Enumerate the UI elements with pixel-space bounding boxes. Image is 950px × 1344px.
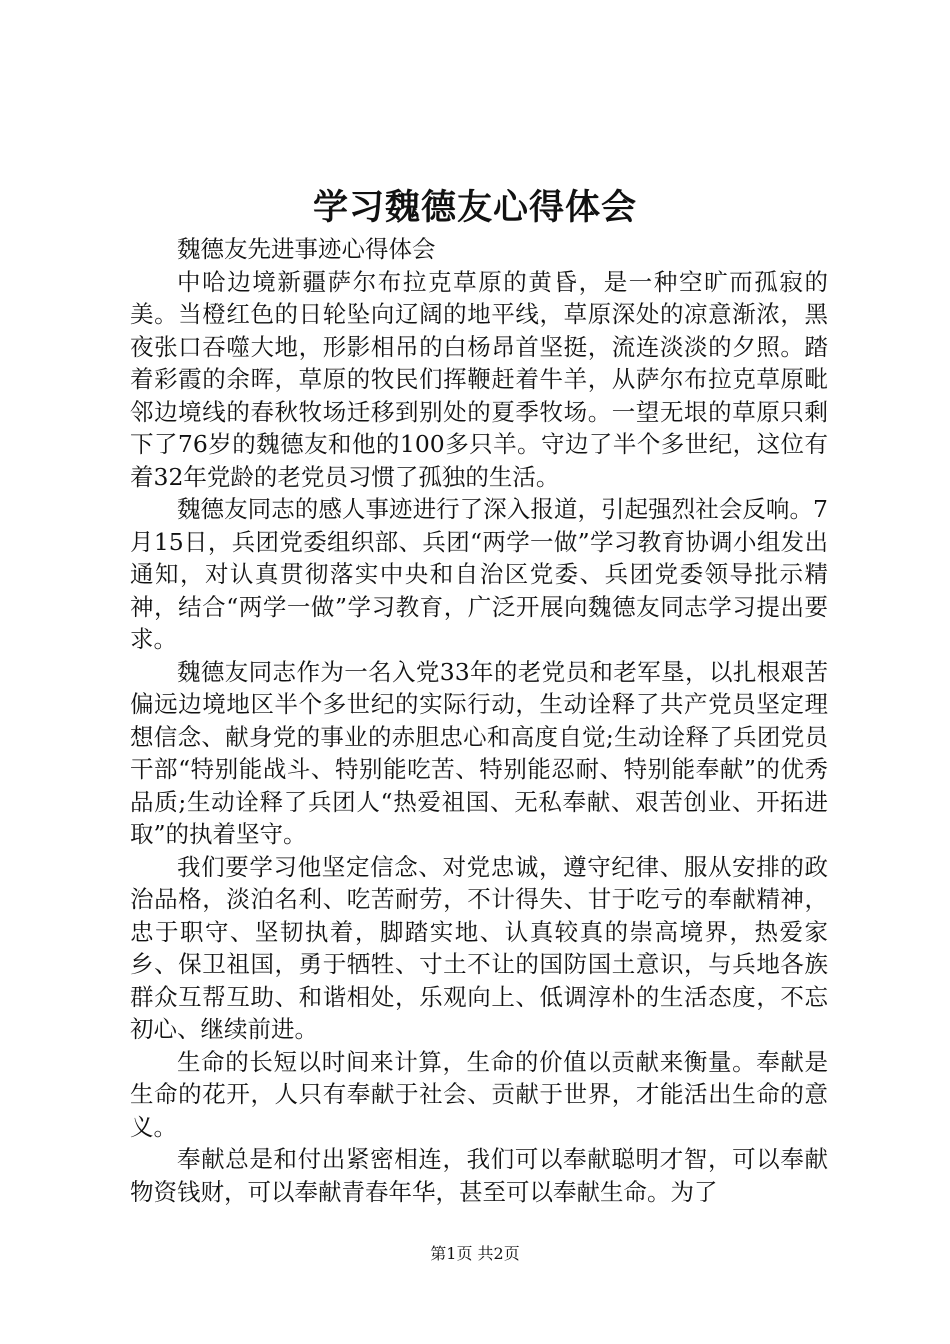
paragraph-2: 魏德友同志的感人事迹进行了深入报道，引起强烈社会反响。7月15日，兵团党委组织部、兵团“两学一做”学习教育协调小组发出通知，对认真贯彻落实中央和自治区党委、兵团党委领导批示精神，结合“两学一做”学习教育，广泛开展向魏德友同志学习提出要求。 (130, 495, 828, 653)
paragraph-3: 魏德友同志作为一名入党33年的老党员和老军垦，以扎根艰苦偏远边境地区半个多世纪的实际行动，生动诠释了共产党员坚定理想信念、献身党的事业的赤胆忠心和高度自觉;生动诠释了兵团党员干部“特别能战斗、特别能吃苦、特别能忍耐、特别能奉献”的优秀品质;生动诠释了兵团人“热爱祖国、无私奉献、艰苦创业、开拓进取”的执着坚守。 (130, 657, 828, 848)
paragraph-4: 我们要学习他坚定信念、对党忠诚，遵守纪律、服从安排的政治品格，淡泊名利、吃苦耐劳，不计得失、甘于吃亏的奉献精神，忠于职守、坚韧执着，脚踏实地、认真较真的崇高境界，热爱家乡、保卫祖国，勇于牺牲、寸土不让的国防国土意识，与兵地各族群众互帮互助、和谐相处，乐观向上、低调淳朴的生活态度，不忘初心、继续前进。 (130, 852, 828, 1043)
paragraph-6: 奉献总是和付出紧密相连，我们可以奉献聪明才智，可以奉献物资钱财，可以奉献青春年华，甚至可以奉献生命。为了 (130, 1145, 828, 1206)
document-body (130, 233, 828, 1208)
paragraph-5: 生命的长短以时间来计算，生命的价值以贡献来衡量。奉献是生命的花开，人只有奉献于社会、贡献于世界，才能活出生命的意义。 (130, 1047, 828, 1141)
page-footer: 第1页 共2页 (430, 1244, 520, 1263)
paragraph-1: 中哈边境新疆萨尔布拉克草原的黄昏，是一种空旷而孤寂的美。当橙红色的日轮坠向辽阔的地平线，草原深处的凉意渐浓，黑夜张口吞噬大地，形影相吊的白杨昂首坚挺，流连淡淡的夕照。踏着彩霞的余晖，草原的牧民们挥鞭赶着牛羊，从萨尔布拉克草原毗邻边境线的春秋牧场迁移到别处的夏季牧场。一望无垠的草原只剩下了76岁的魏德友和他的100多只羊。守边了半个多世纪，这位有着32年党龄的老党员习惯了孤独的生活。 (130, 267, 828, 491)
document-title: 学习魏德友心得体会 (312, 187, 637, 228)
document-subtitle: 魏德友先进事迹心得体会 (177, 235, 436, 263)
